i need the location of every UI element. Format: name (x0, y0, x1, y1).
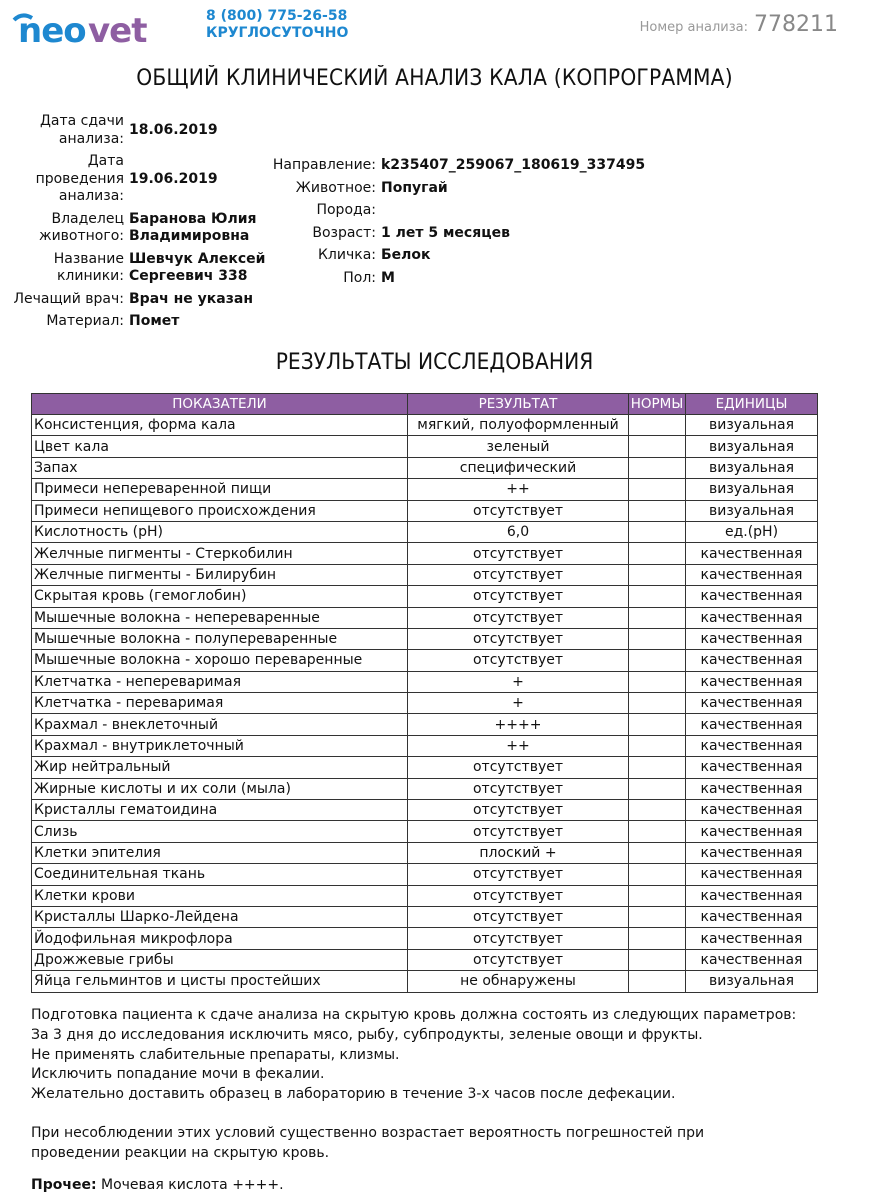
note-line: Не применять слабительные препараты, клизмы. (31, 1046, 400, 1063)
cell-result: отсутствует (408, 757, 629, 778)
info-label: Возраст: (312, 224, 376, 241)
patient-info-right (262, 157, 645, 292)
cell-units: качественная (686, 586, 818, 607)
cell-norms (629, 457, 686, 478)
cell-result: мягкий, полуоформленный (408, 415, 629, 436)
cell-result: отсутствует (408, 800, 629, 821)
table-row (32, 971, 818, 992)
cell-units: качественная (686, 564, 818, 585)
note-line: За 3 дня до исследования исключить мясо, рыбу, субпродукты, зеленые овощи и фрукты. (31, 1026, 703, 1043)
cell-indicator: Слизь (32, 821, 408, 842)
cell-norms (629, 543, 686, 564)
cell-norms (629, 971, 686, 992)
info-label: Материал: (46, 313, 124, 329)
cell-units: визуальная (686, 971, 818, 992)
cell-norms (629, 500, 686, 521)
cell-units: качественная (686, 864, 818, 885)
table-row (32, 415, 818, 436)
info-row (262, 270, 645, 288)
table-row (32, 800, 818, 821)
cell-result: + (408, 671, 629, 692)
cell-result: отсутствует (408, 949, 629, 970)
info-label: Дата сдачи анализа: (39, 113, 124, 147)
cell-units: визуальная (686, 500, 818, 521)
analysis-number-value: 778211 (754, 12, 838, 37)
note-line: Исключить попадание мочи в фекалии. (31, 1066, 325, 1083)
table-row (32, 949, 818, 970)
table-row (32, 607, 818, 628)
table-row (32, 885, 818, 906)
cell-result: отсутствует (408, 543, 629, 564)
info-row (262, 247, 645, 265)
info-row (262, 202, 645, 220)
cell-norms (629, 628, 686, 649)
svg-text:vet: vet (88, 11, 147, 48)
info-label: Кличка: (317, 247, 376, 263)
info-value: Белок (381, 247, 431, 263)
col-header-units: ЕДИНИЦЫ (686, 394, 818, 415)
cell-norms (629, 778, 686, 799)
cell-units: визуальная (686, 436, 818, 457)
table-row (32, 842, 818, 863)
cell-result: отсутствует (408, 628, 629, 649)
info-value: М (381, 269, 395, 286)
cell-result: отсутствует (408, 928, 629, 949)
info-value: k235407_259067_180619_337495 (381, 157, 646, 173)
info-label: Пол: (343, 269, 376, 286)
info-value: Врач не указан (129, 290, 253, 307)
cell-units: качественная (686, 778, 818, 799)
info-row (262, 180, 645, 198)
cell-indicator: Примеси непереваренной пищи (32, 479, 408, 500)
info-label: Животное: (295, 179, 376, 196)
cell-indicator: Консистенция, форма кала (32, 415, 408, 436)
cell-result: не обнаружены (408, 971, 629, 992)
cell-norms (629, 821, 686, 842)
cell-result: отсутствует (408, 586, 629, 607)
cell-result: + (408, 693, 629, 714)
col-header-result: РЕЗУЛЬТАТ (408, 394, 629, 415)
cell-units: визуальная (686, 479, 818, 500)
cell-indicator: Скрытая кровь (гемоглобин) (32, 586, 408, 607)
note-line: Подготовка пациента к сдаче анализа на скрытую кровь должна состоять из следующих параметров: (31, 1007, 797, 1023)
cell-result: 6,0 (408, 521, 629, 542)
cell-norms (629, 521, 686, 542)
cell-indicator: Запах (32, 457, 408, 478)
info-row (0, 251, 289, 286)
cell-result: специфический (408, 457, 629, 478)
cell-indicator: Соединительная ткань (32, 864, 408, 885)
table-row (32, 564, 818, 585)
analysis-number (640, 12, 838, 37)
cell-indicator: Клетчатка - переваримая (32, 693, 408, 714)
cell-norms (629, 949, 686, 970)
info-label: Владелец животного: (38, 210, 124, 244)
cell-norms (629, 436, 686, 457)
cell-norms (629, 415, 686, 436)
cell-indicator: Кристаллы гематоидина (32, 800, 408, 821)
cell-result: отсутствует (408, 650, 629, 671)
cell-norms (629, 735, 686, 756)
info-value: 18.06.2019 (129, 121, 218, 138)
cell-norms (629, 650, 686, 671)
cell-units: ед.(рН) (686, 521, 818, 542)
analysis-number-label: Номер анализа: (639, 20, 749, 35)
cell-units: качественная (686, 650, 818, 671)
cell-indicator: Клетчатка - непереваримая (32, 671, 408, 692)
col-header-indicator: ПОКАЗАТЕЛИ (32, 394, 408, 415)
cell-norms (629, 564, 686, 585)
cell-units: качественная (686, 949, 818, 970)
cell-result: отсутствует (408, 821, 629, 842)
cell-units: качественная (686, 735, 818, 756)
table-row (32, 778, 818, 799)
table-row (32, 436, 818, 457)
neovet-logo (12, 6, 162, 48)
info-value: Помет (129, 313, 180, 329)
cell-units: качественная (686, 543, 818, 564)
cell-result: отсутствует (408, 864, 629, 885)
cell-result: отсутствует (408, 607, 629, 628)
notes-section (31, 1006, 796, 1195)
cell-units: качественная (686, 693, 818, 714)
phone-number[interactable]: 8 (800) 775-26-58 (206, 8, 348, 24)
cell-result: ++ (408, 479, 629, 500)
cell-norms (629, 842, 686, 863)
cell-result: ++ (408, 735, 629, 756)
info-label: Лечащий врач: (13, 290, 124, 307)
cell-units: качественная (686, 928, 818, 949)
cell-norms (629, 906, 686, 927)
cell-norms (629, 864, 686, 885)
cell-result: отсутствует (408, 500, 629, 521)
note-line: Желательно доставить образец в лабораторию в течение 3-х часов после дефекации. (31, 1086, 676, 1103)
info-value: Баранова Юлия Владимировна (129, 210, 257, 244)
cell-indicator: Цвет кала (32, 436, 408, 457)
warning-note: При несоблюдении этих условий существенно возрастает вероятность погрешностей при проведении реакции на скрытую кровь. (31, 1124, 705, 1161)
cell-indicator: Мышечные волокна - непереваренные (32, 607, 408, 628)
cell-indicator: Крахмал - внутриклеточный (32, 735, 408, 756)
table-row (32, 521, 818, 542)
cell-units: качественная (686, 757, 818, 778)
cell-indicator: Кристаллы Шарко-Лейдена (32, 906, 408, 927)
table-row (32, 650, 818, 671)
cell-result: отсутствует (408, 564, 629, 585)
info-label: Направление: (272, 157, 376, 173)
info-value: Шевчук Алексей Сергеевич 338 (129, 250, 266, 284)
cell-units: качественная (686, 671, 818, 692)
table-row (32, 586, 818, 607)
info-row (0, 313, 289, 331)
info-label: Дата проведения анализа: (35, 153, 124, 204)
info-row (262, 225, 645, 243)
cell-units: качественная (686, 800, 818, 821)
cell-indicator: Мышечные волокна - хорошо переваренные (32, 650, 408, 671)
table-row (32, 693, 818, 714)
cell-norms (629, 671, 686, 692)
cell-units: качественная (686, 842, 818, 863)
cell-indicator: Клетки крови (32, 885, 408, 906)
cell-units: качественная (686, 885, 818, 906)
table-row (32, 906, 818, 927)
cell-units: качественная (686, 628, 818, 649)
cell-norms (629, 693, 686, 714)
table-row (32, 757, 818, 778)
cell-norms (629, 586, 686, 607)
contact-block (206, 8, 348, 42)
info-label: Порода: (316, 202, 376, 218)
table-row (32, 928, 818, 949)
cell-norms (629, 479, 686, 500)
info-row (0, 153, 289, 206)
table-row (32, 479, 818, 500)
cell-indicator: Клетки эпителия (32, 842, 408, 863)
info-row (262, 157, 645, 175)
table-row (32, 628, 818, 649)
info-value: 19.06.2019 (129, 170, 218, 187)
other-value: Мочевая кислота ++++. (101, 1176, 284, 1193)
col-header-norms: НОРМЫ (629, 394, 686, 415)
cell-result: плоский + (408, 842, 629, 863)
table-row (32, 735, 818, 756)
cell-result: ++++ (408, 714, 629, 735)
svg-text:neo: neo (18, 11, 86, 48)
cell-indicator: Примеси непищевого происхождения (32, 500, 408, 521)
other-label: Прочее: (31, 1176, 97, 1193)
info-label: Название клиники: (53, 250, 124, 284)
table-row (32, 821, 818, 842)
info-value: 1 лет 5 месяцев (381, 224, 510, 241)
cell-indicator: Дрожжевые грибы (32, 949, 408, 970)
cell-result: отсутствует (408, 906, 629, 927)
cell-norms (629, 800, 686, 821)
cell-units: качественная (686, 714, 818, 735)
table-row (32, 671, 818, 692)
info-row (0, 291, 289, 309)
table-row (32, 543, 818, 564)
table-row (32, 714, 818, 735)
table-row (32, 864, 818, 885)
table-header-row (32, 394, 818, 415)
page-title: ОБЩИЙ КЛИНИЧЕСКИЙ АНАЛИЗ КАЛА (КОПРОГРАММА) (136, 66, 733, 91)
info-value: Попугай (381, 179, 448, 196)
table-row (32, 457, 818, 478)
cell-units: визуальная (686, 457, 818, 478)
cell-units: визуальная (686, 415, 818, 436)
cell-result: отсутствует (408, 885, 629, 906)
results-title: РЕЗУЛЬТАТЫ ИССЛЕДОВАНИЯ (275, 350, 594, 375)
cell-units: качественная (686, 821, 818, 842)
cell-indicator: Яйца гельминтов и цисты простейших (32, 971, 408, 992)
cell-units: качественная (686, 906, 818, 927)
other-note (31, 1176, 796, 1196)
cell-result: отсутствует (408, 778, 629, 799)
cell-indicator: Жир нейтральный (32, 757, 408, 778)
cell-norms (629, 757, 686, 778)
patient-info-left (0, 113, 289, 336)
cell-units: качественная (686, 607, 818, 628)
cell-indicator: Крахмал - внеклеточный (32, 714, 408, 735)
results-table (31, 393, 818, 993)
cell-indicator: Кислотность (рН) (32, 521, 408, 542)
cell-indicator: Желчные пигменты - Билирубин (32, 564, 408, 585)
cell-indicator: Желчные пигменты - Стеркобилин (32, 543, 408, 564)
info-row (0, 113, 289, 148)
cell-norms (629, 885, 686, 906)
cell-result: зеленый (408, 436, 629, 457)
info-row (0, 211, 289, 246)
table-row (32, 500, 818, 521)
cell-norms (629, 714, 686, 735)
cell-indicator: Мышечные волокна - полупереваренные (32, 628, 408, 649)
cell-norms (629, 928, 686, 949)
cell-norms (629, 607, 686, 628)
cell-indicator: Йодофильная микрофлора (32, 928, 408, 949)
hours-label: КРУГЛОСУТОЧНО (206, 25, 349, 41)
cell-indicator: Жирные кислоты и их соли (мыла) (32, 778, 408, 799)
